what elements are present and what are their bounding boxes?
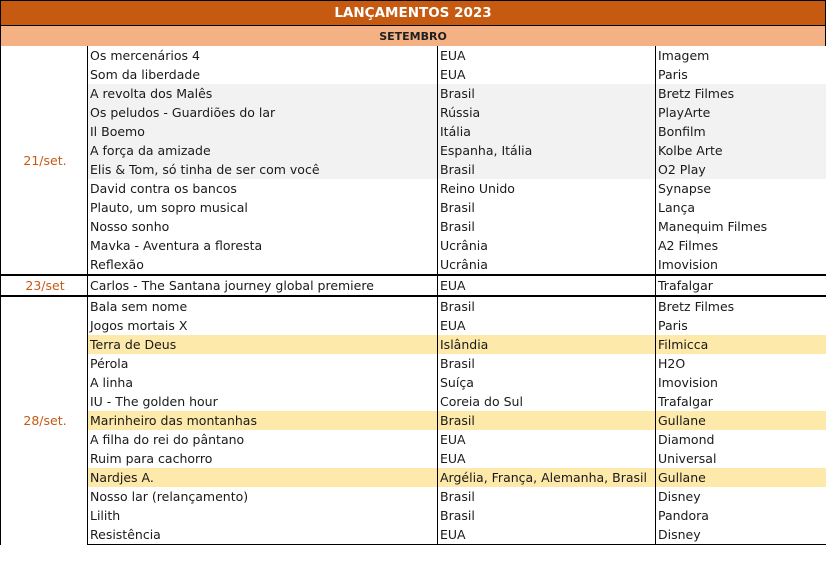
table-row <box>1 525 826 545</box>
table-row <box>1 335 826 354</box>
movie-title-cell: Reflexão <box>88 255 438 275</box>
country-cell: EUA <box>438 449 656 468</box>
distributor-cell: Filmicca <box>656 335 826 354</box>
distributor-cell: Disney <box>656 487 826 506</box>
table-row <box>1 255 826 275</box>
movie-title-cell: Mavka - Aventura a floresta <box>88 236 438 255</box>
table-row <box>1 236 826 255</box>
table-row <box>1 354 826 373</box>
distributor-cell: Gullane <box>656 411 826 430</box>
release-date-cell: 28/set. <box>1 296 88 545</box>
movie-title-cell: A filha do rei do pântano <box>88 430 438 449</box>
movie-title-cell: Terra de Deus <box>88 335 438 354</box>
distributor-cell: Universal <box>656 449 826 468</box>
distributor-cell: PlayArte <box>656 103 826 122</box>
country-cell: Espanha, Itália <box>438 141 656 160</box>
movie-title-cell: David contra os bancos <box>88 179 438 198</box>
distributor-cell: Trafalgar <box>656 275 826 296</box>
distributor-cell: Gullane <box>656 468 826 487</box>
distributor-cell: Bretz Filmes <box>656 84 826 103</box>
country-cell: Brasil <box>438 160 656 179</box>
country-cell: Coreia do Sul <box>438 392 656 411</box>
table-row <box>1 430 826 449</box>
table-row <box>1 65 826 84</box>
country-cell: Brasil <box>438 487 656 506</box>
movie-title-cell: A força da amizade <box>88 141 438 160</box>
country-cell: Brasil <box>438 354 656 373</box>
movie-title-cell: Som da liberdade <box>88 65 438 84</box>
distributor-cell: Bonfilm <box>656 122 826 141</box>
distributor-cell: A2 Filmes <box>656 236 826 255</box>
table-row <box>1 275 826 296</box>
table-row <box>1 506 826 525</box>
movie-title-cell: Carlos - The Santana journey global premiere <box>88 275 438 296</box>
distributor-cell: H2O <box>656 354 826 373</box>
country-cell: EUA <box>438 46 656 65</box>
table-row <box>1 392 826 411</box>
movie-title-cell: Pérola <box>88 354 438 373</box>
distributor-cell: Bretz Filmes <box>656 296 826 316</box>
distributor-cell: Imovision <box>656 255 826 275</box>
country-cell: Suíça <box>438 373 656 392</box>
release-table <box>0 46 826 545</box>
movie-title-cell: Jogos mortais X <box>88 316 438 335</box>
country-cell: Reino Unido <box>438 179 656 198</box>
distributor-cell: Disney <box>656 525 826 545</box>
movie-title-cell: Nardjes A. <box>88 468 438 487</box>
table-row <box>1 84 826 103</box>
sheet-title: LANÇAMENTOS 2023 <box>0 0 826 26</box>
table-row <box>1 160 826 179</box>
table-row <box>1 103 826 122</box>
movie-title-cell: Il Boemo <box>88 122 438 141</box>
country-cell: EUA <box>438 65 656 84</box>
distributor-cell: Diamond <box>656 430 826 449</box>
country-cell: Brasil <box>438 217 656 236</box>
table-row <box>1 449 826 468</box>
country-cell: Rússia <box>438 103 656 122</box>
movie-title-cell: Resistência <box>88 525 438 545</box>
country-cell: Brasil <box>438 84 656 103</box>
country-cell: Brasil <box>438 198 656 217</box>
release-date-cell: 23/set <box>1 275 88 296</box>
movie-title-cell: Marinheiro das montanhas <box>88 411 438 430</box>
country-cell: EUA <box>438 430 656 449</box>
distributor-cell: Synapse <box>656 179 826 198</box>
table-row <box>1 316 826 335</box>
movie-title-cell: Os mercenários 4 <box>88 46 438 65</box>
table-row <box>1 179 826 198</box>
distributor-cell: Imagem <box>656 46 826 65</box>
country-cell: EUA <box>438 525 656 545</box>
table-row <box>1 46 826 65</box>
country-cell: Brasil <box>438 411 656 430</box>
release-table-body <box>1 46 826 545</box>
table-row <box>1 122 826 141</box>
distributor-cell: Lança <box>656 198 826 217</box>
table-row <box>1 411 826 430</box>
distributor-cell: Pandora <box>656 506 826 525</box>
country-cell: Argélia, França, Alemanha, Brasil <box>438 468 656 487</box>
table-row <box>1 487 826 506</box>
movie-title-cell: Plauto, um sopro musical <box>88 198 438 217</box>
movie-title-cell: IU - The golden hour <box>88 392 438 411</box>
distributor-cell: Manequim Filmes <box>656 217 826 236</box>
distributor-cell: Kolbe Arte <box>656 141 826 160</box>
movie-title-cell: Elis & Tom, só tinha de ser com você <box>88 160 438 179</box>
movie-title-cell: Bala sem nome <box>88 296 438 316</box>
country-cell: Ucrânia <box>438 255 656 275</box>
table-row <box>1 217 826 236</box>
movie-title-cell: A linha <box>88 373 438 392</box>
movie-title-cell: Os peludos - Guardiões do lar <box>88 103 438 122</box>
distributor-cell: Trafalgar <box>656 392 826 411</box>
table-row <box>1 296 826 316</box>
distributor-cell: Imovision <box>656 373 826 392</box>
release-date-cell: 21/set. <box>1 46 88 275</box>
table-row <box>1 468 826 487</box>
month-header: SETEMBRO <box>0 26 826 46</box>
country-cell: Ucrânia <box>438 236 656 255</box>
movie-title-cell: Lilith <box>88 506 438 525</box>
distributor-cell: Paris <box>656 65 826 84</box>
country-cell: Brasil <box>438 296 656 316</box>
country-cell: Brasil <box>438 506 656 525</box>
country-cell: EUA <box>438 275 656 296</box>
movie-title-cell: Nosso sonho <box>88 217 438 236</box>
country-cell: EUA <box>438 316 656 335</box>
table-row <box>1 198 826 217</box>
distributor-cell: O2 Play <box>656 160 826 179</box>
country-cell: Islândia <box>438 335 656 354</box>
movie-title-cell: Nosso lar (relançamento) <box>88 487 438 506</box>
country-cell: Itália <box>438 122 656 141</box>
table-row <box>1 373 826 392</box>
distributor-cell: Paris <box>656 316 826 335</box>
movie-title-cell: A revolta dos Malês <box>88 84 438 103</box>
table-row <box>1 141 826 160</box>
movie-title-cell: Ruim para cachorro <box>88 449 438 468</box>
